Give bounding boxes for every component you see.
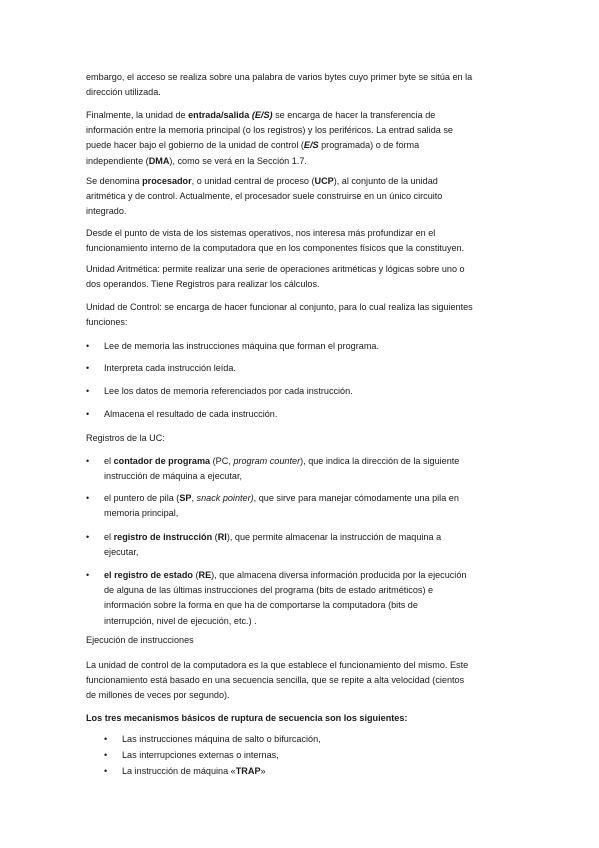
text-span: , <box>191 493 197 503</box>
paragraph-entrada-salida <box>86 108 514 169</box>
bullet-icon: • <box>86 386 90 396</box>
list-item-puntero-pila <box>104 491 524 521</box>
text-span: La instrucción de máquina « <box>122 766 236 776</box>
text-span: el puntero de pila ( <box>104 493 180 503</box>
paragraph-procesador <box>86 174 514 220</box>
text-line: instrucción de máquina a ejecutar, <box>104 471 243 482</box>
registros-heading <box>86 431 514 446</box>
bullet-icon: • <box>86 570 90 580</box>
text-span: Finalmente, la unidad de <box>86 110 189 120</box>
text-span: ), al conjunto de la unidad <box>333 176 438 186</box>
text-line: integrado. <box>86 206 127 217</box>
text-line: funciones: <box>86 317 128 328</box>
list-item-registro-instruccion <box>104 530 524 560</box>
text-line <box>104 491 524 506</box>
list-item-contador-programa <box>104 454 524 484</box>
term-es: E/S <box>303 140 319 151</box>
text-line: de alguna de las últimas instrucciones del programa (bits de estado aritméticos) e <box>104 585 434 596</box>
bullet-icon: • <box>104 750 108 760</box>
text-line: funcionamiento interno de la computadora que en los componentes físicos que la constituyen. <box>86 243 465 254</box>
text-span: independiente ( <box>86 155 149 166</box>
text-line: información entre la memoria principal (o los registros) y los periféricos. La entrad salida se <box>86 125 453 136</box>
term-es: (E/S) <box>251 110 273 120</box>
text-span: se encarga de hacer la transferencia de <box>272 110 436 120</box>
text-span: » <box>260 766 266 776</box>
paragraph-continuation <box>86 70 514 100</box>
text-line: de millones de veces por segundo). <box>86 690 230 701</box>
list-item: Lee los datos de memoria referenciados por cada instrucción. <box>104 386 353 396</box>
term-sp: SP <box>179 493 192 503</box>
text-span: ), que indica la dirección de la siguiente <box>300 456 460 466</box>
text-span: el <box>104 456 114 466</box>
paragraph-unidad-aritmetica <box>86 262 514 292</box>
text-line <box>104 568 524 583</box>
text-line <box>86 174 514 189</box>
text-line: memoria principal, <box>104 508 179 519</box>
bullet-icon: • <box>104 734 108 744</box>
text-line: Los tres mecanismos básicos de ruptura de secuencia son los siguientes: <box>86 713 408 723</box>
term-ri: RI <box>217 532 227 542</box>
text-line: embargo, el acceso se realiza sobre una palabra de varios bytes cuyo primer byte se sitúa en la <box>86 72 473 82</box>
list-item: Interpreta cada instrucción leída. <box>104 363 236 373</box>
text-line: La unidad de control de la computadora es la que establece el funcionamiento del mismo. Este <box>86 660 469 670</box>
mecanismos-heading <box>86 711 514 726</box>
term-program-counter: program counter <box>233 456 301 466</box>
text-span: puede hacer bajo el gobierno de la unidad de control ( <box>86 140 304 151</box>
text-span: ), que permite almacenar la instrucción de maquina a <box>226 532 442 542</box>
text-line: funcionamiento está basado en una secuencia sencilla, que se repite a alta velocidad (cientos <box>86 675 465 686</box>
bullet-icon: • <box>86 456 90 466</box>
term-snack-pointer: snack pointer) <box>196 493 254 503</box>
text-span: ( <box>192 570 199 580</box>
term-registro-estado: el registro de estado <box>104 570 193 580</box>
list-item: Lee de memoria las instrucciones máquina que forman el programa. <box>104 341 379 351</box>
term-registro-instruccion: registro de instrucción <box>113 532 213 542</box>
text-line: Unidad de Control: se encarga de hacer funcionar al conjunto, para lo cual realiza las siguientes <box>86 302 473 312</box>
text-span: (PC, <box>210 456 234 466</box>
text-line <box>104 530 524 545</box>
paragraph-unidad-control-funcionamiento <box>86 658 514 704</box>
bullet-icon: • <box>104 766 108 776</box>
term-procesador: procesador <box>142 176 192 186</box>
bullet-icon: • <box>86 493 90 503</box>
bullet-icon: • <box>86 532 90 542</box>
text-line: Ejecución de instrucciones <box>86 635 194 645</box>
text-span: , que sirve para manejar cómodamente una pila en <box>253 493 459 503</box>
term-re: RE <box>198 570 212 580</box>
text-line <box>104 454 524 469</box>
text-span: programada) o de forma <box>318 140 420 151</box>
text-line: información sobre la forma en que ha de comportarse la computadora (bits de <box>104 600 418 611</box>
term-ucp: UCP <box>314 176 334 186</box>
text-span: Se denomina <box>86 176 143 186</box>
text-span: , o unidad central de proceso ( <box>191 176 315 186</box>
bullet-icon: • <box>86 341 90 351</box>
text-line: Unidad Aritmética: permite realizar una serie de operaciones aritméticas y lógicas sobre uno o <box>86 264 465 274</box>
paragraph-unidad-control <box>86 300 514 330</box>
text-span: el <box>104 532 114 542</box>
text-line: aritmética y de control. Actualmente, el procesador suele construirse en un único circuito <box>86 191 443 202</box>
text-line <box>86 138 514 153</box>
text-span: ( <box>212 532 218 542</box>
bullet-icon: • <box>86 363 90 373</box>
list-item: Almacena el resultado de cada instrucción. <box>104 409 278 419</box>
term-dma: DMA <box>148 155 170 166</box>
list-item <box>122 764 266 779</box>
term-contador-programa: contador de programa <box>113 456 211 466</box>
term-entrada-salida: entrada/salida <box>188 110 250 120</box>
list-item: Las instrucciones máquina de salto o bifurcación, <box>122 734 321 744</box>
bullet-icon: • <box>86 409 90 419</box>
ejecucion-heading <box>86 633 514 648</box>
list-item-registro-estado <box>104 568 524 629</box>
text-line: Desde el punto de vista de los sistemas operativos, nos interesa más profundizar en el <box>86 228 436 238</box>
text-line: dirección utilizada. <box>86 87 161 98</box>
text-line: interrupción, nivel de ejecución, etc.) . <box>104 615 257 626</box>
paragraph-sistemas-operativos <box>86 226 514 256</box>
term-trap: TRAP <box>235 766 261 776</box>
text-line <box>86 154 514 169</box>
text-span: ), que almacena diversa información producida por la ejecución <box>211 570 467 580</box>
text-line: Registros de la UC: <box>86 433 165 443</box>
list-item: Las interrupciones externas o internas, <box>122 750 279 760</box>
text-line <box>86 108 514 123</box>
text-span: ), como se verá en la Sección 1.7. <box>169 155 307 166</box>
text-line: dos operandos. Tiene Registros para realizar los cálculos. <box>86 279 320 290</box>
text-line: ejecutar, <box>104 547 139 558</box>
